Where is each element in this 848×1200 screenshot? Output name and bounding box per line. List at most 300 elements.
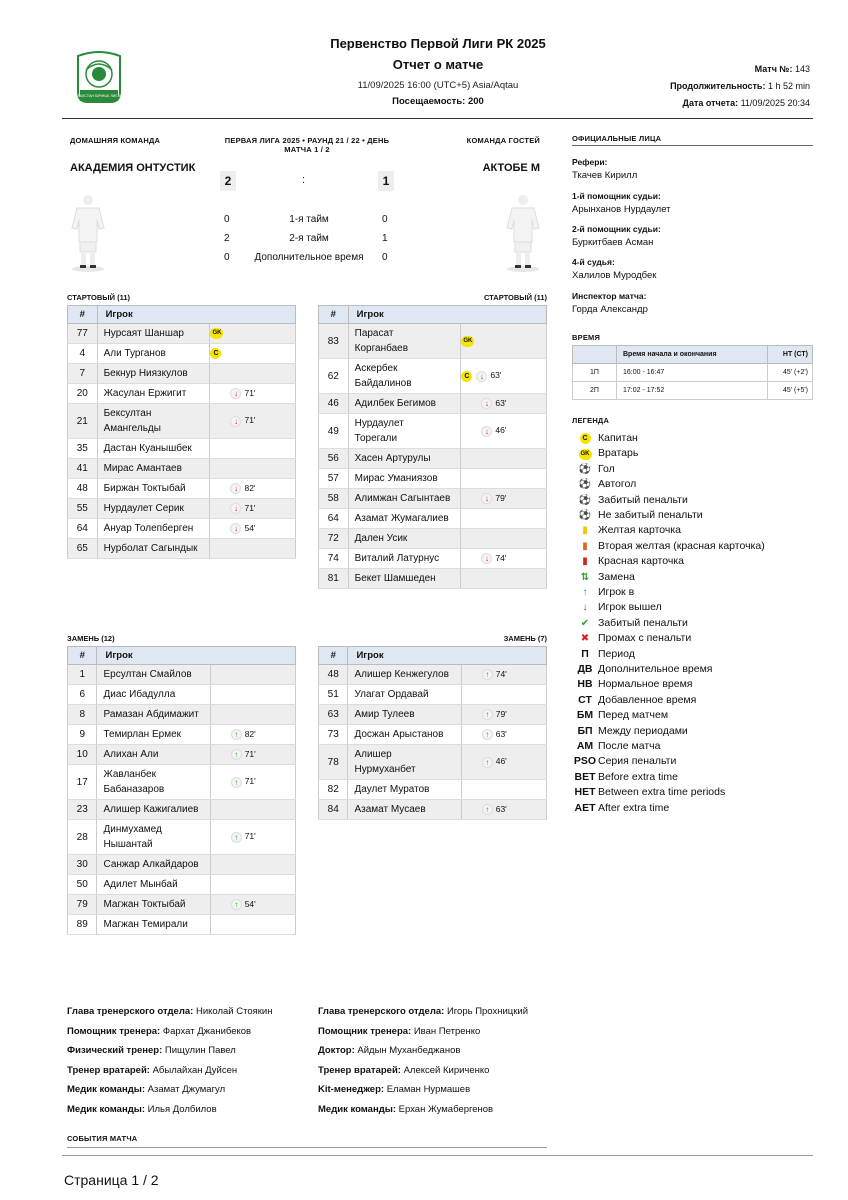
- player-name: Виталий Латурнус: [348, 549, 461, 569]
- official-name: Халилов Муродбек: [572, 270, 657, 281]
- time-table: Время начала и окончания НТ (СТ) 1П 16:00 - 16:47 45' (+2') 2П 17:02 - 17:52 45' (+5'): [572, 345, 813, 400]
- match-number: Матч №: 143: [754, 64, 810, 74]
- official-role: 4-й судья:: [572, 257, 615, 267]
- col-number: #: [68, 647, 97, 665]
- player-events: [210, 725, 295, 745]
- player-row: [68, 725, 296, 745]
- player-row: [68, 519, 296, 539]
- player-events: [210, 499, 296, 519]
- report-date: Дата отчета: 11/09/2025 20:34: [682, 98, 810, 108]
- events-label: СОБЫТИЯ МАТЧА: [67, 1134, 138, 1143]
- player-events: [461, 549, 547, 569]
- player-number: 35: [68, 439, 98, 459]
- player-row: [68, 800, 296, 820]
- official-role: 2-й помощник судьи:: [572, 224, 661, 234]
- goal-icon: ⚽: [578, 463, 592, 475]
- player-row: [319, 745, 547, 780]
- event-minute: 71': [244, 748, 256, 759]
- match-datetime: 11/09/2025 16:00 (UTC+5) Asia/Aqtau: [357, 80, 519, 91]
- staff-member: Тренер вратарей: Абылайхан Дуйсен: [67, 1064, 238, 1076]
- player-row: [68, 665, 296, 685]
- player-events: [461, 489, 547, 509]
- events-divider: [67, 1147, 547, 1148]
- player-events: [210, 439, 296, 459]
- player-number: 7: [68, 364, 98, 384]
- official-name: Горда Александр: [572, 304, 648, 315]
- player-events: [210, 895, 295, 915]
- report-subtitle: Отчет о матче: [392, 57, 484, 72]
- player-row: [68, 364, 296, 384]
- legend-item: ▮ Желтая карточка: [572, 523, 681, 538]
- legend-item: BET Before extra time: [572, 770, 678, 785]
- staff-member: Медик команды: Ерхан Жумабергенов: [318, 1103, 494, 1115]
- player-number: 58: [319, 489, 349, 509]
- legend-item: БП Между периодами: [572, 724, 688, 739]
- staff-member: Медик команды: Азамат Джумагул: [67, 1084, 226, 1095]
- player-name: Рамазан Абдимажит: [97, 705, 210, 725]
- player-name: Динмухамед Нышантай: [97, 820, 210, 855]
- player-number: 28: [68, 820, 97, 855]
- officials-divider: [572, 145, 813, 146]
- event-minute: 46': [495, 756, 507, 767]
- player-row: [319, 549, 547, 569]
- footer-divider: [62, 1155, 813, 1156]
- player-events: [461, 324, 547, 359]
- player-name: Азамат Жумагалиев: [348, 509, 461, 529]
- page-number: Страница 1 / 2: [64, 1172, 159, 1188]
- player-out-icon: ↓: [481, 426, 492, 437]
- player-name: Алимжан Сагынтаев: [348, 489, 461, 509]
- legend-item: АМ После матча: [572, 739, 660, 754]
- player-number: 1: [68, 665, 97, 685]
- away-subs-table: [318, 646, 547, 820]
- player-events: [461, 665, 546, 685]
- player-in-icon: ↑: [482, 669, 493, 680]
- player-events: [210, 665, 295, 685]
- player-number: 79: [68, 895, 97, 915]
- staff-member: Kit-менеджер: Еламан Нурмашев: [318, 1084, 471, 1095]
- official-role: 1-й помощник судьи:: [572, 191, 661, 201]
- time-label: ВРЕМЯ: [572, 333, 601, 342]
- time-added: 45' (+5'): [767, 382, 812, 400]
- player-row: [68, 499, 296, 519]
- player-number: 64: [68, 519, 98, 539]
- legend-key: BET: [574, 770, 596, 783]
- home-team-name: АКАДЕМИЯ ОНТУСТИК: [70, 162, 196, 174]
- player-name: Темирлан Ермек: [97, 725, 210, 745]
- player-name: Амир Тулеев: [348, 705, 461, 725]
- player-name: Дастан Куанышбек: [97, 439, 210, 459]
- staff-member: Доктор: Айдын Муханбеджанов: [318, 1045, 461, 1056]
- event-minute: 71': [244, 502, 256, 513]
- away-starting-label: СТАРТОВЫЙ (11): [483, 293, 547, 302]
- event-minute: 71': [244, 776, 256, 787]
- player-row: [319, 414, 547, 449]
- event-minute: 79': [495, 708, 507, 719]
- player-events: [461, 705, 546, 725]
- home-kit-icon: [68, 192, 108, 270]
- event-minute: 63': [490, 370, 502, 381]
- staff-member: Помощник тренера: Иван Петренко: [318, 1025, 481, 1037]
- player-row: [68, 855, 296, 875]
- player-in-icon: ↑: [231, 832, 242, 843]
- player-row: [68, 479, 296, 499]
- event-minute: 54': [244, 522, 256, 533]
- player-events: [210, 519, 296, 539]
- player-row: [319, 569, 547, 589]
- yellow-card-icon: ▮: [582, 525, 588, 537]
- player-events: [210, 479, 296, 499]
- player-events: [210, 745, 295, 765]
- player-number: 4: [68, 344, 98, 364]
- official-role: Инспектор матча:: [572, 291, 647, 301]
- legend-item: ✔ Забитый пенальти: [572, 616, 688, 631]
- player-row: [319, 780, 547, 800]
- event-minute: 63': [495, 728, 507, 739]
- player-name: Ерсултан Смайлов: [97, 665, 210, 685]
- event-minute: 74': [495, 552, 507, 563]
- player-name: Бекнур Ниязкулов: [97, 364, 210, 384]
- player-number: 48: [319, 665, 348, 685]
- penalty-goal-check-icon: ✔: [580, 617, 590, 629]
- player-row: [68, 439, 296, 459]
- player-in-icon: ↑: [482, 757, 493, 768]
- player-number: 49: [319, 414, 349, 449]
- player-number: 20: [68, 384, 98, 404]
- time-range: 17:02 - 17:52: [617, 382, 768, 400]
- player-number: 8: [68, 705, 97, 725]
- player-name: Ануар Толепберген: [97, 519, 210, 539]
- player-number: 65: [68, 539, 98, 559]
- col-player: Игрок: [97, 306, 295, 324]
- player-name: Диас Ибадулла: [97, 685, 210, 705]
- legend-item: ▮ Красная карточка: [572, 554, 684, 569]
- home-subs-table: [67, 646, 296, 935]
- player-name: Нурсаят Шаншар: [97, 324, 210, 344]
- player-number: 84: [319, 800, 348, 820]
- player-number: 10: [68, 745, 97, 765]
- player-row: [319, 324, 547, 359]
- red-card-icon: ▮: [582, 556, 588, 568]
- staff-member: Медик команды: Илья Долбилов: [67, 1103, 217, 1115]
- penalty-scored-icon: ⚽: [578, 494, 592, 506]
- player-row: [68, 745, 296, 765]
- player-name: Алишер Кажигалиев: [97, 800, 210, 820]
- player-row: [319, 725, 547, 745]
- player-events: [210, 685, 295, 705]
- legend-key: HET: [574, 786, 596, 799]
- legend-key: НВ: [577, 678, 593, 691]
- player-row: [68, 459, 296, 479]
- legend-item: ▮ Вторая желтая (красная карточка): [572, 539, 765, 554]
- second-yellow-icon: ▮: [582, 540, 588, 552]
- captain-icon: C: [461, 371, 472, 382]
- player-name: Даулет Муратов: [348, 780, 461, 800]
- player-number: 51: [319, 685, 348, 705]
- player-number: 77: [68, 324, 98, 344]
- player-row: [68, 539, 296, 559]
- player-row: [68, 705, 296, 725]
- player-events: [210, 384, 296, 404]
- event-minute: 74': [495, 668, 507, 679]
- player-name: Хасен Артурулы: [348, 449, 461, 469]
- event-minute: 79': [495, 492, 507, 503]
- player-name: Жасулан Ержигит: [97, 384, 210, 404]
- player-events: [461, 780, 546, 800]
- player-name: Бексултан Амангельды: [97, 404, 210, 439]
- player-events: [461, 745, 546, 780]
- player-name: Парасат Корганбаев: [348, 324, 461, 359]
- player-out-icon: ↓: [230, 523, 241, 534]
- player-number: 64: [319, 509, 349, 529]
- player-row: [68, 685, 296, 705]
- player-out-icon: ↓: [230, 388, 241, 399]
- away-kit-icon: [503, 192, 543, 270]
- player-number: 74: [319, 549, 349, 569]
- legend-key: СТ: [578, 693, 592, 706]
- staff-member: Тренер вратарей: Алексей Кириченко: [318, 1064, 490, 1076]
- legend-item: СТ Добавленное время: [572, 693, 696, 708]
- player-row: [68, 820, 296, 855]
- home-subs-label: ЗАМЕНЬ (12): [67, 634, 115, 643]
- legend-item: ⚽ Не забитый пенальти: [572, 508, 703, 523]
- player-name: Магжан Токтыбай: [97, 895, 210, 915]
- event-minute: 71': [244, 831, 256, 842]
- player-events: [461, 529, 547, 549]
- legend-item: НВ Нормальное время: [572, 677, 692, 692]
- player-name: Мирас Амантаев: [97, 459, 210, 479]
- player-events: [210, 539, 296, 559]
- match-duration: Продолжительность: 1 h 52 min: [670, 81, 810, 91]
- player-number: 73: [319, 725, 348, 745]
- player-name: Адилбек Бегимов: [348, 394, 461, 414]
- player-name: Санжар Алкайдаров: [97, 855, 210, 875]
- legend-item: HET Between extra time periods: [572, 785, 725, 800]
- player-events: [461, 469, 547, 489]
- home-score: 2: [220, 171, 236, 191]
- player-row: [319, 394, 547, 414]
- player-row: [319, 359, 547, 394]
- player-in-icon: ↑: [231, 899, 242, 910]
- player-events: [461, 359, 547, 394]
- player-name: Нурболат Сагындык: [97, 539, 210, 559]
- player-number: 72: [319, 529, 349, 549]
- penalty-missed-icon: ⚽: [578, 510, 592, 521]
- player-out-icon: ↓: [481, 398, 492, 409]
- legend-item: ↓ Игрок вышел: [572, 600, 662, 615]
- player-row: [319, 489, 547, 509]
- header-divider: [62, 118, 813, 119]
- player-number: 63: [319, 705, 348, 725]
- player-out-icon: ↓: [481, 493, 492, 504]
- home-starting-table: [67, 305, 296, 559]
- player-events: [210, 364, 296, 384]
- player-name: Бекет Шамшеден: [348, 569, 461, 589]
- col-player: Игрок: [348, 306, 546, 324]
- player-events: [461, 725, 546, 745]
- player-number: 78: [319, 745, 348, 780]
- player-number: 41: [68, 459, 98, 479]
- player-name: Магжан Темирали: [97, 915, 210, 935]
- player-name: Дален Усик: [348, 529, 461, 549]
- legend-item: ДВ Дополнительное время: [572, 662, 713, 677]
- player-events: [210, 705, 295, 725]
- player-row: [319, 509, 547, 529]
- player-events: [461, 394, 547, 414]
- player-events: [210, 459, 296, 479]
- player-number: 81: [319, 569, 349, 589]
- player-name: Мирас Уманиязов: [348, 469, 461, 489]
- col-number: #: [68, 306, 98, 324]
- official-role: Рефери:: [572, 157, 608, 167]
- player-name: Досжан Арыстанов: [348, 725, 461, 745]
- player-number: 17: [68, 765, 97, 800]
- player-number: 57: [319, 469, 349, 489]
- player-number: 56: [319, 449, 349, 469]
- legend-item: GK Вратарь: [572, 446, 638, 461]
- event-minute: 71': [244, 387, 256, 398]
- penalty-miss-cross-icon: ✖: [580, 633, 590, 645]
- player-in-icon: ↑: [231, 729, 242, 740]
- player-events: [210, 875, 295, 895]
- time-added: 45' (+2'): [767, 364, 812, 382]
- legend-item: ↑ Игрок в: [572, 585, 634, 600]
- legend-item: PSO Серия пенальти: [573, 755, 677, 768]
- player-row: [68, 324, 296, 344]
- away-team-name: АКТОБЕ М: [482, 162, 540, 174]
- away-subs-label: ЗАМЕНЬ (7): [503, 634, 547, 643]
- player-events: [210, 800, 295, 820]
- substitution-icon: ⇅: [580, 571, 590, 583]
- player-row: [68, 765, 296, 800]
- legend-item: БМ Перед матчем: [572, 708, 668, 723]
- staff-member: Физический тренер: Пищулин Павел: [67, 1045, 236, 1056]
- player-row: [68, 344, 296, 364]
- player-row: [68, 895, 296, 915]
- home-team-label: ДОМАШНЯЯ КОМАНДА: [70, 136, 161, 145]
- player-name: Али Турганов: [97, 344, 210, 364]
- attendance: Посещаемость: 200: [392, 96, 484, 107]
- captain-icon: C: [210, 348, 221, 359]
- player-row: [319, 800, 547, 820]
- legend-item: ⚽ Забитый пенальти: [572, 493, 688, 508]
- player-events: [461, 414, 547, 449]
- col-number: #: [319, 306, 349, 324]
- player-row: [319, 449, 547, 469]
- legend-key: П: [581, 647, 589, 660]
- away-score: 1: [378, 171, 394, 191]
- player-name: Алишер Кенжегулов: [348, 665, 461, 685]
- goalkeeper-icon: GK: [572, 448, 598, 463]
- legend-key: AET: [574, 801, 596, 814]
- official-name: Ткачев Кирилл: [572, 170, 638, 181]
- time-range: 16:00 - 16:47: [617, 364, 768, 382]
- player-number: 48: [68, 479, 98, 499]
- col-player: Игрок: [348, 647, 547, 665]
- svg-text:КАЗАХСТАН БІРІНШІ ЛИГАСЫ: КАЗАХСТАН БІРІНШІ ЛИГАСЫ: [74, 94, 124, 98]
- event-minute: 63': [495, 803, 507, 814]
- player-events: [210, 344, 296, 364]
- player-name: Азамат Мусаев: [348, 800, 461, 820]
- player-out-icon: ↓: [481, 553, 492, 564]
- legend-item: ⚽ Гол: [572, 462, 615, 477]
- time-period: 2П: [573, 382, 617, 400]
- score-separator: :: [302, 174, 306, 186]
- legend-key: PSO: [573, 755, 597, 768]
- event-minute: 71': [244, 415, 256, 426]
- player-number: 6: [68, 685, 97, 705]
- official-name: Арынханов Нурдаулет: [572, 204, 671, 215]
- player-number: 23: [68, 800, 97, 820]
- player-out-icon: ↓: [230, 416, 241, 427]
- legend-key: БМ: [576, 709, 594, 722]
- player-events: [210, 404, 296, 439]
- legend-item: ✖ Промах с пенальти: [572, 631, 691, 646]
- player-in-icon: ↑: [231, 749, 242, 760]
- away-starting-table: [318, 305, 547, 589]
- player-row: [68, 915, 296, 935]
- event-minute: 63': [495, 397, 507, 408]
- staff-member: Глава тренерского отдела: Игорь Прохницкий: [318, 1006, 528, 1017]
- legend-key: АМ: [576, 740, 594, 752]
- player-name: Алишер Нурмуханбет: [348, 745, 461, 780]
- player-in-icon: ↑: [582, 587, 588, 598]
- legend-key: БП: [577, 724, 593, 737]
- player-number: 89: [68, 915, 97, 935]
- col-number: #: [319, 647, 348, 665]
- event-minute: 82': [244, 482, 256, 493]
- captain-icon: C: [572, 431, 598, 446]
- legend-label: ЛЕГЕНДА: [572, 416, 610, 425]
- own-goal-icon: ⚽: [578, 479, 592, 491]
- player-name: Жавланбек Бабаназаров: [97, 765, 210, 800]
- player-number: 50: [68, 875, 97, 895]
- player-events: [210, 855, 295, 875]
- player-name: Улагат Ордавай: [348, 685, 461, 705]
- player-in-icon: ↑: [482, 709, 493, 720]
- legend-item: П Период: [572, 647, 635, 662]
- player-number: 82: [319, 780, 348, 800]
- staff-member: Помощник тренера: Фархат Джанибеков: [67, 1025, 252, 1037]
- player-name: Алихан Али: [97, 745, 210, 765]
- player-in-icon: ↑: [231, 777, 242, 788]
- player-out-icon: ↓: [230, 503, 241, 514]
- official-name: Буркитбаев Асман: [572, 237, 654, 248]
- player-name: Адилет Мынбай: [97, 875, 210, 895]
- player-events: [461, 800, 546, 820]
- player-out-icon: ↓: [582, 602, 588, 614]
- player-row: [319, 705, 547, 725]
- player-name: Нурдаулет Торегали: [348, 414, 461, 449]
- player-number: 46: [319, 394, 349, 414]
- player-name: Нурдаулет Серик: [97, 499, 210, 519]
- player-out-icon: ↓: [230, 483, 241, 494]
- player-number: 30: [68, 855, 97, 875]
- player-in-icon: ↑: [482, 729, 493, 740]
- player-row: [68, 404, 296, 439]
- legend-item: AET After extra time: [572, 801, 669, 816]
- player-events: [210, 324, 296, 344]
- event-minute: 82': [244, 728, 256, 739]
- officials-label: ОФИЦИАЛЬНЫЕ ЛИЦА: [572, 134, 662, 143]
- player-number: 21: [68, 404, 98, 439]
- legend-key: ДВ: [577, 663, 593, 675]
- player-name: Биржан Токтыбай: [97, 479, 210, 499]
- player-events: [210, 765, 295, 800]
- goalkeeper-icon: GK: [461, 336, 474, 347]
- legend-item: C Капитан: [572, 431, 638, 446]
- legend-item: ⇅ Замена: [572, 570, 635, 585]
